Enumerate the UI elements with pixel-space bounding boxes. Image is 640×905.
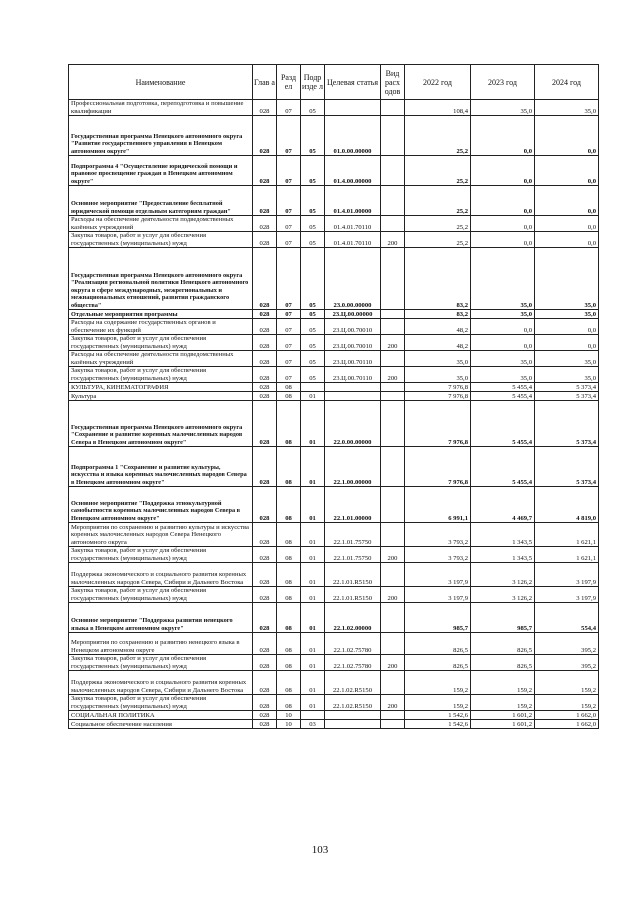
table-row <box>69 216 599 232</box>
row-glava-cell: 028 <box>253 695 277 711</box>
row-name-cell: Мероприятия по сохранению и развитию культуры и искусства коренных малочисленных народов Севера Ненецкого автономного округа <box>69 523 253 547</box>
table-row <box>69 392 599 401</box>
row-target-article-cell: 22.1.01.75750 <box>325 523 381 547</box>
row-2024-cell: 3 197,9 <box>535 587 599 603</box>
row-2024-cell: 0,0 <box>535 319 599 335</box>
row-2023-cell: 985,7 <box>471 603 535 633</box>
row-2024-cell: 0,0 <box>535 232 599 248</box>
table-row <box>69 523 599 547</box>
row-name-cell: Поддержка экономического и социального развития коренных малочисленных народов Севера, Сибири и Дальнего Востока <box>69 671 253 695</box>
row-2023-cell: 826,5 <box>471 655 535 671</box>
row-razdel-cell: 07 <box>277 156 301 186</box>
row-podrazdel-cell: 05 <box>301 248 325 310</box>
row-2022-cell: 48,2 <box>405 335 471 351</box>
row-2022-cell: 48,2 <box>405 319 471 335</box>
row-target-article-cell: 22.1.02.75780 <box>325 633 381 655</box>
row-glava-cell: 028 <box>253 603 277 633</box>
row-2024-cell: 1 621,1 <box>535 547 599 563</box>
row-glava-cell: 028 <box>253 587 277 603</box>
row-glava-cell: 028 <box>253 351 277 367</box>
row-expense-type-cell: 200 <box>381 655 405 671</box>
row-2022-cell: 25,2 <box>405 156 471 186</box>
row-2023-cell: 1 601,2 <box>471 720 535 729</box>
row-2023-cell: 0,0 <box>471 232 535 248</box>
row-2022-cell: 6 991,1 <box>405 487 471 523</box>
row-2022-cell: 826,5 <box>405 633 471 655</box>
row-razdel-cell: 08 <box>277 487 301 523</box>
table-row <box>69 248 599 310</box>
row-2023-cell: 35,0 <box>471 310 535 319</box>
row-target-article-cell: 22.1.01.00000 <box>325 487 381 523</box>
row-2023-cell: 35,0 <box>471 351 535 367</box>
row-razdel-cell: 08 <box>277 523 301 547</box>
row-glava-cell: 028 <box>253 401 277 447</box>
header-year-2024: 2024 год <box>535 65 599 100</box>
row-glava-cell: 028 <box>253 671 277 695</box>
row-2023-cell: 1 601,2 <box>471 711 535 720</box>
row-2024-cell: 0,0 <box>535 216 599 232</box>
row-2022-cell: 3 793,2 <box>405 523 471 547</box>
row-expense-type-cell <box>381 447 405 487</box>
row-target-article-cell: 22.1.02.75780 <box>325 655 381 671</box>
row-name-cell: Расходы на содержание государственных органов и обеспечение их функций <box>69 319 253 335</box>
table-row <box>69 603 599 633</box>
row-name-cell: Культура <box>69 392 253 401</box>
row-expense-type-cell <box>381 319 405 335</box>
row-target-article-cell: 22.1.00.00000 <box>325 447 381 487</box>
row-2024-cell: 35,0 <box>535 351 599 367</box>
row-2023-cell: 159,2 <box>471 671 535 695</box>
row-razdel-cell: 07 <box>277 351 301 367</box>
row-2022-cell: 25,2 <box>405 116 471 156</box>
row-2022-cell: 35,0 <box>405 351 471 367</box>
table-row <box>69 116 599 156</box>
row-2024-cell: 35,0 <box>535 367 599 383</box>
row-podrazdel-cell: 01 <box>301 447 325 487</box>
row-target-article-cell <box>325 392 381 401</box>
row-2023-cell: 1 343,5 <box>471 547 535 563</box>
budget-table-sheet <box>68 64 598 729</box>
row-podrazdel-cell: 01 <box>301 392 325 401</box>
row-glava-cell: 028 <box>253 487 277 523</box>
row-2024-cell: 5 373,4 <box>535 447 599 487</box>
row-2023-cell: 35,0 <box>471 367 535 383</box>
row-name-cell: Закупка товаров, работ и услуг для обеспечения государственных (муниципальных) нужд <box>69 232 253 248</box>
row-name-cell: Закупка товаров, работ и услуг для обеспечения государственных (муниципальных) нужд <box>69 367 253 383</box>
row-podrazdel-cell: 05 <box>301 335 325 351</box>
row-target-article-cell: 22.1.02.R5150 <box>325 671 381 695</box>
row-podrazdel-cell: 01 <box>301 603 325 633</box>
table-row <box>69 335 599 351</box>
row-2024-cell: 35,0 <box>535 310 599 319</box>
row-2024-cell: 1 662,0 <box>535 711 599 720</box>
row-glava-cell: 028 <box>253 186 277 216</box>
row-expense-type-cell: 200 <box>381 232 405 248</box>
row-glava-cell: 028 <box>253 232 277 248</box>
row-podrazdel-cell: 05 <box>301 232 325 248</box>
row-name-cell: Основное мероприятие "Предоставление бесплатной юридической помощи отдельным категориям граждан" <box>69 186 253 216</box>
row-name-cell: СОЦИАЛЬНАЯ ПОЛИТИКА <box>69 711 253 720</box>
row-podrazdel-cell: 05 <box>301 351 325 367</box>
row-glava-cell: 028 <box>253 447 277 487</box>
row-razdel-cell: 07 <box>277 116 301 156</box>
row-podrazdel-cell: 01 <box>301 671 325 695</box>
row-name-cell: Закупка товаров, работ и услуг для обеспечения государственных (муниципальных) нужд <box>69 335 253 351</box>
row-podrazdel-cell: 01 <box>301 655 325 671</box>
row-expense-type-cell <box>381 563 405 587</box>
row-target-article-cell: 23.Ц.00.70110 <box>325 367 381 383</box>
row-name-cell: Подпрограмма 4 "Осуществление юридической помощи и правовое просвещение граждан в Ненецком автономном округе" <box>69 156 253 186</box>
row-razdel-cell: 07 <box>277 319 301 335</box>
row-podrazdel-cell: 01 <box>301 487 325 523</box>
row-2023-cell: 35,0 <box>471 100 535 116</box>
row-expense-type-cell: 200 <box>381 367 405 383</box>
row-razdel-cell: 08 <box>277 633 301 655</box>
row-2022-cell: 25,2 <box>405 232 471 248</box>
row-2022-cell: 159,2 <box>405 671 471 695</box>
row-podrazdel-cell: 01 <box>301 695 325 711</box>
row-expense-type-cell <box>381 711 405 720</box>
row-name-cell: КУЛЬТУРА, КИНЕМАТОГРАФИЯ <box>69 383 253 392</box>
row-glava-cell: 028 <box>253 116 277 156</box>
row-podrazdel-cell: 05 <box>301 367 325 383</box>
row-2024-cell: 1 621,1 <box>535 523 599 547</box>
row-expense-type-cell <box>381 401 405 447</box>
row-podrazdel-cell: 01 <box>301 587 325 603</box>
row-expense-type-cell <box>381 633 405 655</box>
table-row <box>69 319 599 335</box>
row-2022-cell: 3 197,9 <box>405 563 471 587</box>
row-name-cell: Профессиональная подготовка, переподготовка и повышение квалификации <box>69 100 253 116</box>
row-2024-cell: 395,2 <box>535 655 599 671</box>
row-2022-cell: 3 793,2 <box>405 547 471 563</box>
row-glava-cell: 028 <box>253 383 277 392</box>
table-row <box>69 633 599 655</box>
row-expense-type-cell <box>381 383 405 392</box>
row-expense-type-cell: 200 <box>381 547 405 563</box>
row-2022-cell: 83,2 <box>405 310 471 319</box>
row-expense-type-cell: 200 <box>381 695 405 711</box>
row-razdel-cell: 07 <box>277 186 301 216</box>
row-2022-cell: 25,2 <box>405 186 471 216</box>
row-glava-cell: 028 <box>253 633 277 655</box>
row-target-article-cell: 01.4.01.70110 <box>325 232 381 248</box>
row-name-cell: Основное мероприятие "Поддержка этнокультурной самобытности коренных малочисленных народов Севера в Ненецком автономном округе" <box>69 487 253 523</box>
row-2022-cell: 25,2 <box>405 216 471 232</box>
row-2024-cell: 0,0 <box>535 335 599 351</box>
row-2023-cell: 5 455,4 <box>471 401 535 447</box>
row-target-article-cell: 01.4.01.00000 <box>325 186 381 216</box>
row-glava-cell: 028 <box>253 100 277 116</box>
row-target-article-cell: 22.1.02.00000 <box>325 603 381 633</box>
row-target-article-cell: 23.Ц.00.00000 <box>325 310 381 319</box>
table-row <box>69 711 599 720</box>
row-glava-cell: 028 <box>253 319 277 335</box>
row-2024-cell: 554,4 <box>535 603 599 633</box>
row-2024-cell: 0,0 <box>535 156 599 186</box>
row-2023-cell: 1 343,5 <box>471 523 535 547</box>
table-row <box>69 401 599 447</box>
row-name-cell: Государственная программа Ненецкого автономного округа "Реализация региональной политики Ненецкого автономного округа в сфере международных, межрегиональных и межнациональных отношений, развития гражданского общества" <box>69 248 253 310</box>
header-podrazdel: Подр изде л <box>301 65 325 100</box>
row-glava-cell: 028 <box>253 655 277 671</box>
row-2023-cell: 3 126,2 <box>471 563 535 587</box>
row-podrazdel-cell: 05 <box>301 116 325 156</box>
row-podrazdel-cell: 01 <box>301 563 325 587</box>
row-target-article-cell: 23.Ц.00.70110 <box>325 351 381 367</box>
row-2022-cell: 1 542,6 <box>405 720 471 729</box>
row-expense-type-cell <box>381 100 405 116</box>
row-expense-type-cell <box>381 671 405 695</box>
row-2022-cell: 35,0 <box>405 367 471 383</box>
row-podrazdel-cell: 05 <box>301 186 325 216</box>
row-target-article-cell: 23.Ц.00.70010 <box>325 319 381 335</box>
row-podrazdel-cell: 01 <box>301 401 325 447</box>
row-2022-cell: 108,4 <box>405 100 471 116</box>
row-2024-cell: 5 373,4 <box>535 392 599 401</box>
row-target-article-cell <box>325 100 381 116</box>
table-row <box>69 447 599 487</box>
row-target-article-cell: 22.1.01.R5150 <box>325 587 381 603</box>
row-podrazdel-cell: 05 <box>301 319 325 335</box>
table-row <box>69 367 599 383</box>
row-2024-cell: 4 819,0 <box>535 487 599 523</box>
table-row <box>69 156 599 186</box>
row-expense-type-cell <box>381 156 405 186</box>
row-2024-cell: 35,0 <box>535 248 599 310</box>
row-2023-cell: 826,5 <box>471 633 535 655</box>
table-row <box>69 720 599 729</box>
row-target-article-cell: 23.0.00.00000 <box>325 248 381 310</box>
row-podrazdel-cell: 05 <box>301 100 325 116</box>
row-2022-cell: 7 976,8 <box>405 401 471 447</box>
row-podrazdel-cell: 01 <box>301 547 325 563</box>
row-2022-cell: 3 197,9 <box>405 587 471 603</box>
row-razdel-cell: 08 <box>277 563 301 587</box>
row-glava-cell: 028 <box>253 392 277 401</box>
row-target-article-cell: 22.0.00.00000 <box>325 401 381 447</box>
table-body <box>69 100 599 729</box>
table-row <box>69 695 599 711</box>
header-year-2022: 2022 год <box>405 65 471 100</box>
row-2024-cell: 1 662,0 <box>535 720 599 729</box>
row-2024-cell: 0,0 <box>535 186 599 216</box>
row-razdel-cell: 08 <box>277 603 301 633</box>
table-row <box>69 186 599 216</box>
table-row <box>69 547 599 563</box>
row-name-cell: Закупка товаров, работ и услуг для обеспечения государственных (муниципальных) нужд <box>69 695 253 711</box>
row-expense-type-cell <box>381 720 405 729</box>
row-2023-cell: 0,0 <box>471 116 535 156</box>
row-target-article-cell <box>325 720 381 729</box>
row-razdel-cell: 07 <box>277 216 301 232</box>
row-name-cell: Государственная программа Ненецкого автономного округа "Развитие государственного управления в Ненецком автономном округе" <box>69 116 253 156</box>
row-2022-cell: 83,2 <box>405 248 471 310</box>
row-2022-cell: 985,7 <box>405 603 471 633</box>
row-glava-cell: 028 <box>253 367 277 383</box>
row-2022-cell: 7 976,8 <box>405 383 471 392</box>
row-glava-cell: 028 <box>253 720 277 729</box>
row-glava-cell: 028 <box>253 547 277 563</box>
header-name: Наименование <box>69 65 253 100</box>
table-row <box>69 671 599 695</box>
row-name-cell: Расходы на обеспечение деятельности подведомственных казённых учреждений <box>69 351 253 367</box>
row-razdel-cell: 10 <box>277 711 301 720</box>
row-name-cell: Поддержка экономического и социального развития коренных малочисленных народов Севера, Сибири и Дальнего Востока <box>69 563 253 587</box>
row-2023-cell: 0,0 <box>471 319 535 335</box>
row-glava-cell: 028 <box>253 523 277 547</box>
table-row <box>69 563 599 587</box>
row-name-cell: Расходы на обеспечение деятельности подведомственных казённых учреждений <box>69 216 253 232</box>
row-name-cell: Закупка товаров, работ и услуг для обеспечения государственных (муниципальных) нужд <box>69 655 253 671</box>
row-razdel-cell: 08 <box>277 695 301 711</box>
row-expense-type-cell <box>381 216 405 232</box>
row-razdel-cell: 08 <box>277 671 301 695</box>
row-razdel-cell: 08 <box>277 587 301 603</box>
row-expense-type-cell <box>381 310 405 319</box>
table-row <box>69 383 599 392</box>
header-expense-type: Вид расх одов <box>381 65 405 100</box>
row-name-cell: Закупка товаров, работ и услуг для обеспечения государственных (муниципальных) нужд <box>69 547 253 563</box>
table-row <box>69 100 599 116</box>
row-razdel-cell: 07 <box>277 367 301 383</box>
row-razdel-cell: 08 <box>277 383 301 392</box>
row-glava-cell: 028 <box>253 711 277 720</box>
row-2024-cell: 395,2 <box>535 633 599 655</box>
row-expense-type-cell <box>381 186 405 216</box>
header-razdel: Разд ел <box>277 65 301 100</box>
row-glava-cell: 028 <box>253 216 277 232</box>
row-podrazdel-cell: 01 <box>301 523 325 547</box>
row-expense-type-cell: 200 <box>381 335 405 351</box>
table-row <box>69 310 599 319</box>
page-number: 103 <box>311 844 329 856</box>
row-podrazdel-cell: 05 <box>301 156 325 186</box>
row-razdel-cell: 07 <box>277 100 301 116</box>
row-target-article-cell: 22.1.01.75750 <box>325 547 381 563</box>
row-expense-type-cell <box>381 116 405 156</box>
row-razdel-cell: 10 <box>277 720 301 729</box>
row-2024-cell: 5 373,4 <box>535 401 599 447</box>
row-2023-cell: 35,0 <box>471 248 535 310</box>
row-2023-cell: 0,0 <box>471 156 535 186</box>
table-row <box>69 487 599 523</box>
row-name-cell: Социальное обеспечение населения <box>69 720 253 729</box>
table-row <box>69 232 599 248</box>
row-expense-type-cell: 200 <box>381 587 405 603</box>
row-glava-cell: 028 <box>253 563 277 587</box>
row-razdel-cell: 08 <box>277 447 301 487</box>
row-2024-cell: 5 373,4 <box>535 383 599 392</box>
row-2024-cell: 159,2 <box>535 671 599 695</box>
row-razdel-cell: 08 <box>277 392 301 401</box>
row-podrazdel-cell: 03 <box>301 720 325 729</box>
row-2024-cell: 0,0 <box>535 116 599 156</box>
row-2022-cell: 826,5 <box>405 655 471 671</box>
row-2023-cell: 3 126,2 <box>471 587 535 603</box>
row-2022-cell: 7 976,8 <box>405 447 471 487</box>
row-glava-cell: 028 <box>253 248 277 310</box>
row-target-article-cell: 22.1.02.R5150 <box>325 695 381 711</box>
row-expense-type-cell <box>381 487 405 523</box>
row-name-cell: Основное мероприятие "Поддержка развития ненецкого языка в Ненецком автономном округе" <box>69 603 253 633</box>
row-razdel-cell: 08 <box>277 547 301 563</box>
row-expense-type-cell <box>381 351 405 367</box>
row-target-article-cell <box>325 383 381 392</box>
row-name-cell: Мероприятия по сохранению и развитию ненецкого языка в Ненецком автономном округе <box>69 633 253 655</box>
table-row <box>69 655 599 671</box>
row-2024-cell: 159,2 <box>535 695 599 711</box>
row-target-article-cell: 01.4.00.00000 <box>325 156 381 186</box>
row-2023-cell: 0,0 <box>471 335 535 351</box>
row-expense-type-cell <box>381 392 405 401</box>
row-name-cell: Закупка товаров, работ и услуг для обеспечения государственных (муниципальных) нужд <box>69 587 253 603</box>
row-2024-cell: 35,0 <box>535 100 599 116</box>
row-2023-cell: 0,0 <box>471 186 535 216</box>
table-row <box>69 351 599 367</box>
row-glava-cell: 028 <box>253 156 277 186</box>
row-2022-cell: 1 542,6 <box>405 711 471 720</box>
row-target-article-cell: 01.0.00.00000 <box>325 116 381 156</box>
row-podrazdel-cell: 05 <box>301 216 325 232</box>
header-year-2023: 2023 год <box>471 65 535 100</box>
row-2023-cell: 159,2 <box>471 695 535 711</box>
row-razdel-cell: 08 <box>277 401 301 447</box>
row-podrazdel-cell <box>301 711 325 720</box>
table-header-row <box>69 65 599 100</box>
row-razdel-cell: 07 <box>277 335 301 351</box>
row-name-cell: Отдельные мероприятия программы <box>69 310 253 319</box>
row-podrazdel-cell: 05 <box>301 310 325 319</box>
header-glava: Глав а <box>253 65 277 100</box>
row-2023-cell: 5 455,4 <box>471 392 535 401</box>
row-podrazdel-cell <box>301 383 325 392</box>
row-expense-type-cell <box>381 523 405 547</box>
row-target-article-cell: 23.Ц.00.70010 <box>325 335 381 351</box>
row-2023-cell: 4 469,7 <box>471 487 535 523</box>
row-2024-cell: 3 197,9 <box>535 563 599 587</box>
row-target-article-cell: 22.1.01.R5150 <box>325 563 381 587</box>
row-target-article-cell <box>325 711 381 720</box>
table-row <box>69 587 599 603</box>
row-razdel-cell: 08 <box>277 655 301 671</box>
row-2023-cell: 0,0 <box>471 216 535 232</box>
row-glava-cell: 028 <box>253 310 277 319</box>
row-2022-cell: 7 976,8 <box>405 392 471 401</box>
row-razdel-cell: 07 <box>277 310 301 319</box>
row-name-cell: Подпрограмма 1 "Сохранение и развитие культуры, искусства и языка коренных малочисленных народов Севера в Ненецком автономном округе" <box>69 447 253 487</box>
row-2023-cell: 5 455,4 <box>471 447 535 487</box>
row-glava-cell: 028 <box>253 335 277 351</box>
row-name-cell: Государственная программа Ненецкого автономного округа "Сохранение и развитие коренных малочисленных народов Севера в Ненецком автономном округе" <box>69 401 253 447</box>
row-2023-cell: 5 455,4 <box>471 383 535 392</box>
budget-table <box>68 64 599 729</box>
row-expense-type-cell <box>381 248 405 310</box>
row-podrazdel-cell: 01 <box>301 633 325 655</box>
row-expense-type-cell <box>381 603 405 633</box>
row-razdel-cell: 07 <box>277 232 301 248</box>
row-target-article-cell: 01.4.01.70110 <box>325 216 381 232</box>
header-target-article: Целевая статья <box>325 65 381 100</box>
row-razdel-cell: 07 <box>277 248 301 310</box>
row-2022-cell: 159,2 <box>405 695 471 711</box>
